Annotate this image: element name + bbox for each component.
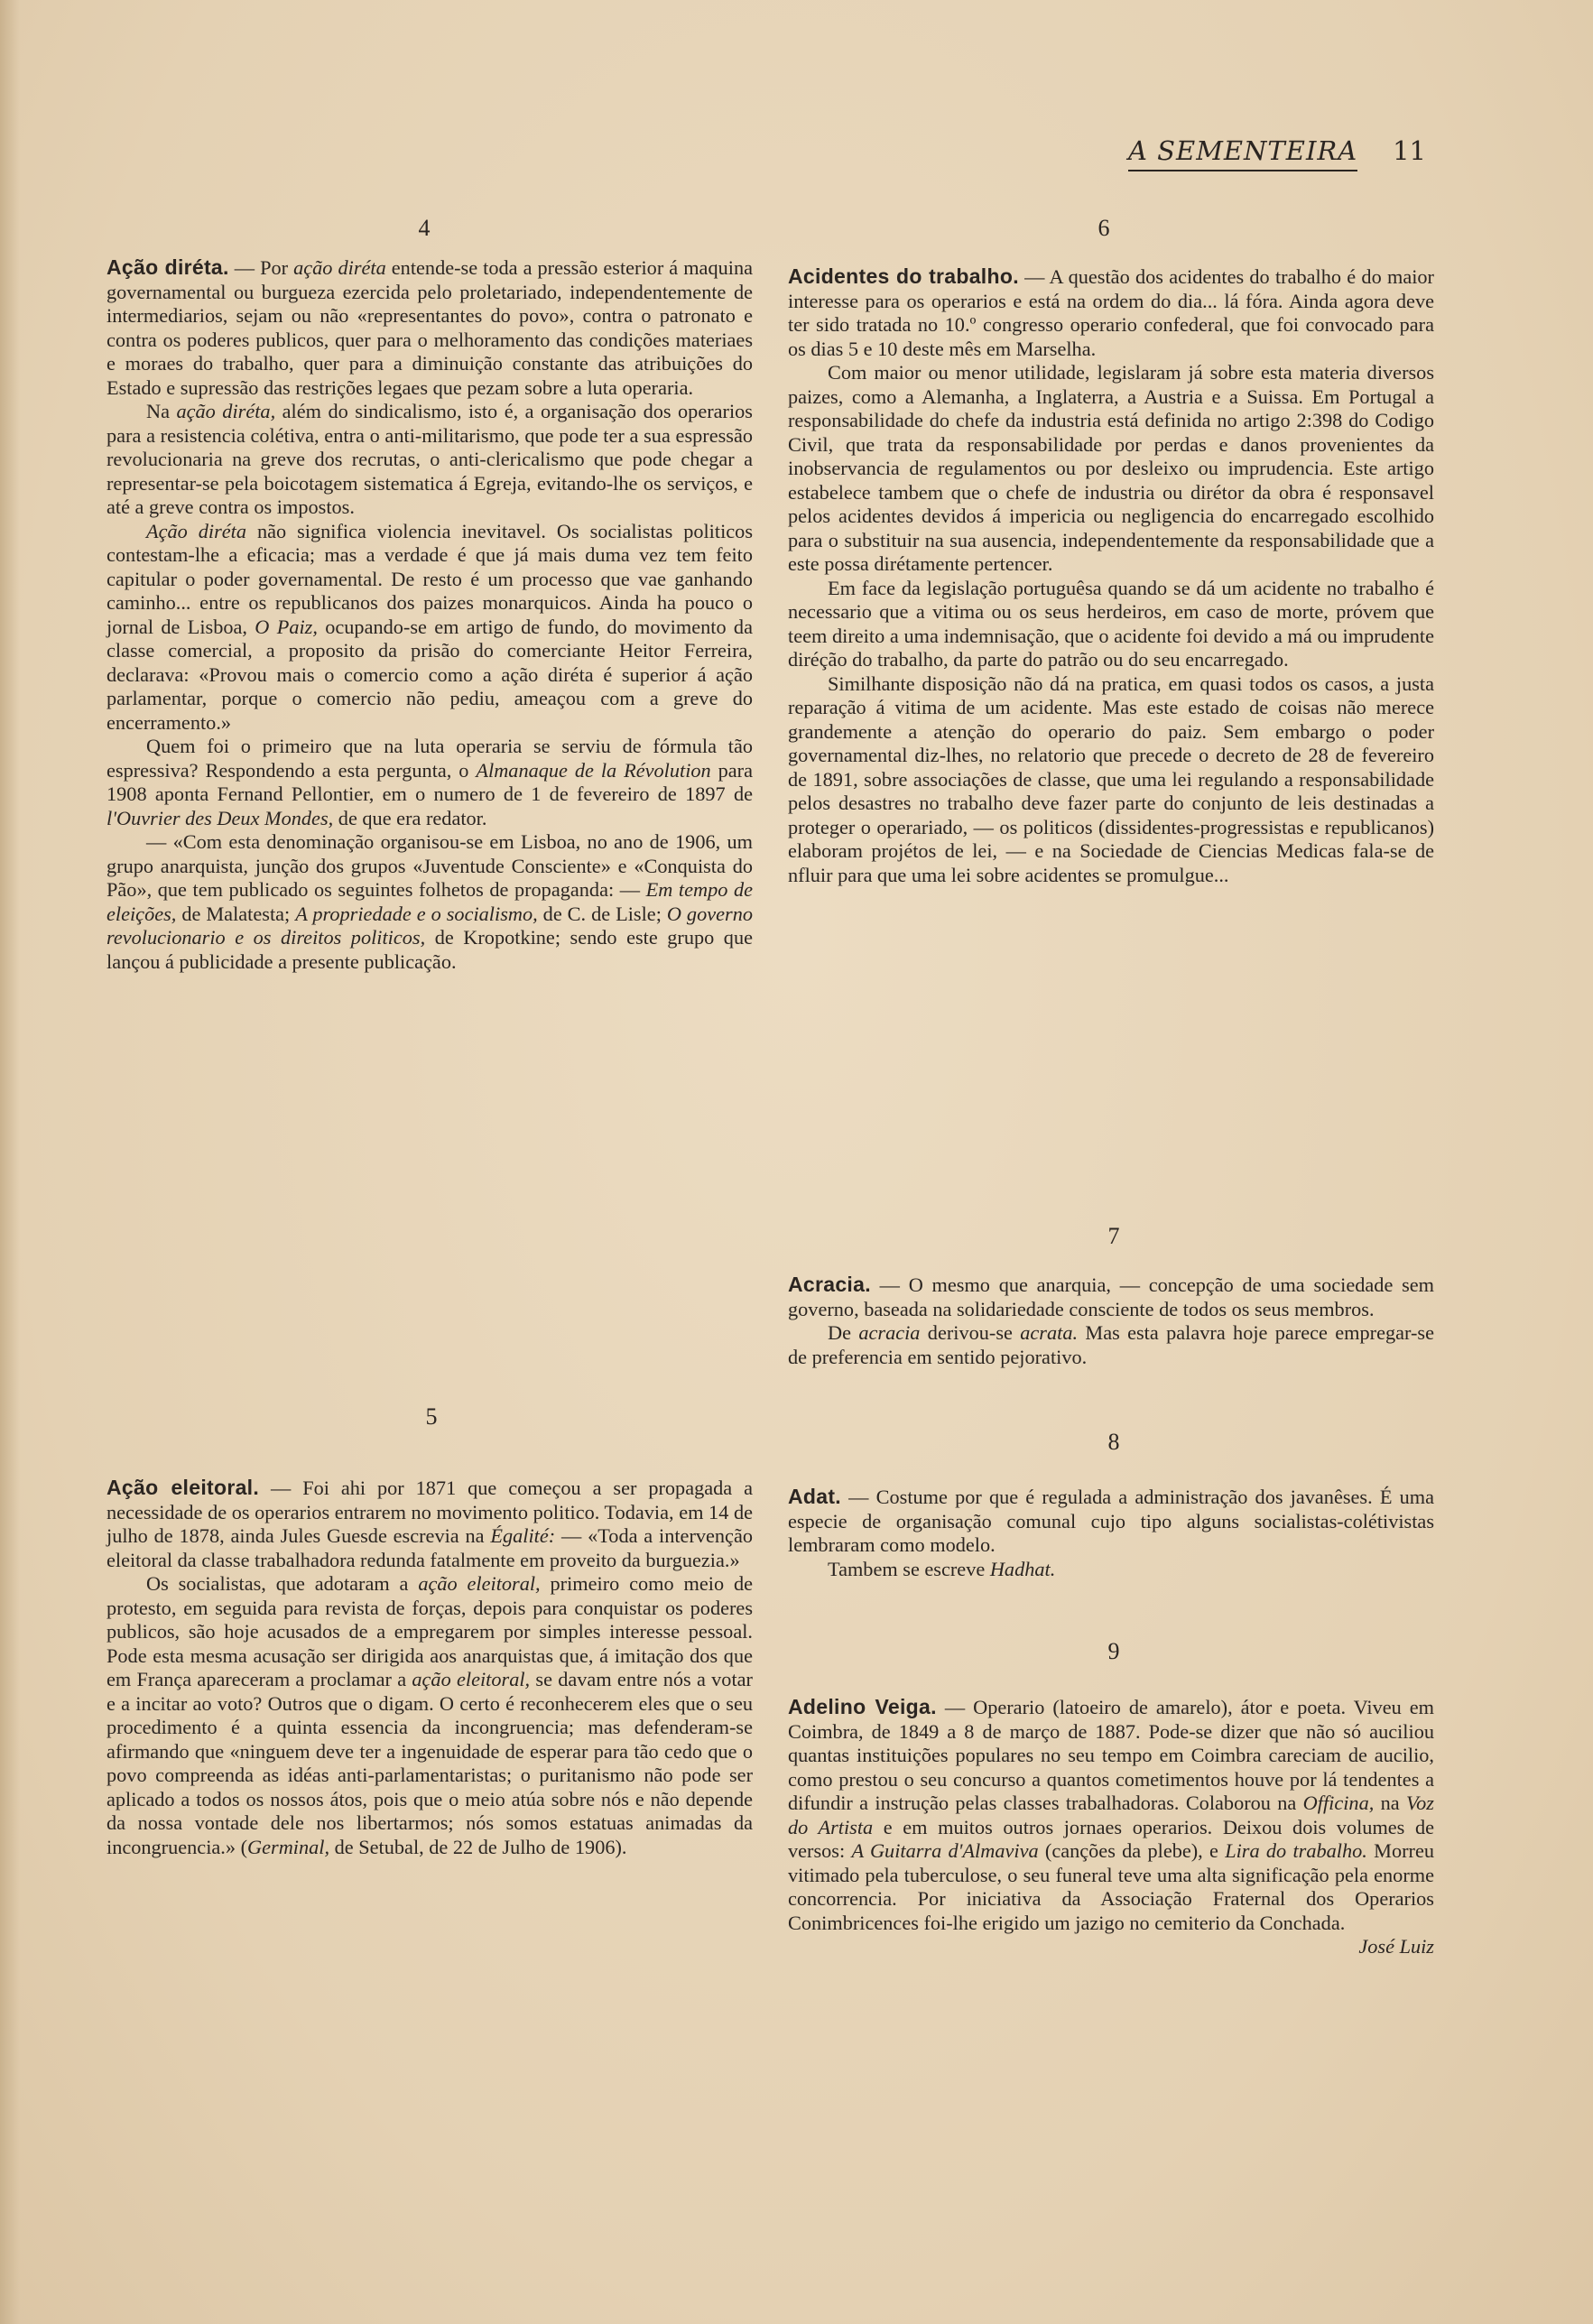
page-header [1119, 135, 1426, 177]
entry-paragraph [788, 1695, 1434, 1935]
body-text: Tambem se escreve [828, 1557, 990, 1580]
italic-text: Almanaque de la Révolution [476, 758, 711, 782]
body-paragraph [788, 1321, 1434, 1369]
italic-text: acracia [858, 1321, 921, 1344]
body-text: de C. de Lisle; [537, 902, 667, 925]
body-text: — Costume por que é regulada a administração dos javanêses. É uma especie de organisação comunal cujo tipo alguns socialistas-colétivistas lembraram como modelo. [788, 1486, 1435, 1556]
section-number: 4 [418, 215, 431, 241]
body-paragraph [788, 361, 1434, 577]
section-number: 7 [1107, 1223, 1120, 1249]
body-text: de Malatesta; [176, 902, 296, 925]
body-text: além do sindicalismo, isto é, a organisação dos operarios para a resistencia colétiva, entra o anti-militarismo, que pode ter a sua espressão revolucionaria na greve dos recrutas, o anti-clericalismo que pode chegar a representar-se pela boicotagem sistematica á Egreja, evitando-lhe os serviços, e até a greve contra os impostos. [107, 400, 753, 518]
body-text: derivou-se [920, 1321, 1021, 1344]
section-acracia [788, 1273, 1434, 1369]
body-text: — «Com esta denominação organisou-se em Lisboa, no ano de 1906, um grupo anarquista, junção dos grupos «Juventude Consciente» e «Conquista do Pão», que tem publicado os seguintes folhetos de propaganda: — [107, 830, 753, 901]
body-text: de Setubal, de 22 de Julho de 1906). [329, 1835, 627, 1858]
italic-text: Lira do trabalho. [1225, 1839, 1367, 1862]
body-text: e em muitos outros jornaes operarios. Deixou dois volumes de versos: [788, 1815, 1434, 1862]
body-text: Na [146, 400, 177, 422]
body-text: ocupando-se em artigo de fundo, do movimento da classe comercial, a proposito da prisão do comerciante Heitor Ferreira, declarava: «Provou mais o comercio como a ação diréta é superior á ação parlamentar, porque o comercio não pediu, ameaçou com a greve do encerramento.» [107, 615, 753, 734]
italic-text: Voz do Artista [788, 1792, 1434, 1838]
entry-term: Acracia. [788, 1273, 871, 1296]
publication-title: A SEMENTEIRA [1128, 135, 1357, 171]
italic-text: O Paiz, [255, 615, 318, 638]
section-adat [788, 1485, 1434, 1581]
entry-term: Ação diréta. [107, 255, 229, 279]
italic-text: acrata. [1020, 1321, 1079, 1344]
italic-text: A propriedade e o socialismo, [295, 902, 538, 925]
italic-text: l'Ouvrier des Deux Mondes, [107, 806, 334, 829]
body-text: (canções da plebe), e [1038, 1839, 1226, 1862]
body-text: De [828, 1321, 859, 1344]
signature-text: José Luiz [1358, 1935, 1434, 1958]
entry-paragraph [788, 264, 1434, 361]
section-number: 8 [1107, 1429, 1120, 1455]
body-text: Os socialistas, que adotaram a [146, 1572, 419, 1595]
body-paragraph [788, 672, 1434, 888]
body-paragraph [107, 735, 753, 830]
body-text: — A questão dos acidentes do trabalho é do maior interesse para os operarios e está na ordem do dia... lá fóra. Ainda agora deve ter sido tratada no 10.º congresso operario confederal, que foi convocado para os dias 5 e 10 deste mês em Marselha. [788, 265, 1434, 360]
entry-paragraph [107, 1476, 753, 1572]
section-acidentes-do-trabalho [788, 264, 1434, 887]
body-text: — O mesmo que anarquia, — concepção de uma sociedade sem governo, baseada na solidariedade consciente de todos os seus membros. [788, 1273, 1435, 1320]
entry-paragraph [788, 1273, 1434, 1321]
italic-text: Ação diréta [146, 519, 247, 542]
body-text: primeiro como meio de protesto, em seguida para revista de forças, depois para conquistar os poderes publicos, são hoje acusados de a empregarem por simples interesse pessoal. Pode esta mesma acusação ser dirigida aos anarquistas que, á imitação dos que em França apareceram a proclamar a [107, 1572, 753, 1690]
body-text: não significa violencia inevitavel. Os socialistas politicos contestam-lhe a eficacia; mas a verdade é que já mais duma vez tem feito capitular o poder governamental. De resto é um processo que vae ganhando caminho... entre os republicanos dos paizes monarquicos. Ainda ha pouco o jornal de Lisboa, [107, 519, 753, 638]
italic-text: A Guitarra d'Almaviva [851, 1839, 1039, 1862]
body-text: Morreu vitimado pela tuberculose, o seu funeral teve uma alta significação pela enorme concorrencia. Por iniciativa da Associação Fraternal dos Operarios Conimbricences foi-lhe erigido um jazigo no cemiterio da Conchada. [788, 1839, 1434, 1934]
section-number: 9 [1107, 1638, 1120, 1664]
entry-paragraph [788, 1485, 1434, 1558]
section-acao-direta [107, 255, 753, 974]
body-text: se davam entre nós a votar e a incitar ao voto? Outros que o digam. O certo é reconhecerem eles que o seu procedimento é a quinta essencia da incongruencia; mas defenderam-se afirmando que «ninguem deve ter a ingenuidade de esperar para tão cedo que o povo compreenda as idéas anti-parlamentaristas; o puritanismo não pode ser aplicado a todos os nossos átos, pois que o meio atúa sobre nós e não depende da nossa vontade dele nos libertarmos; nós somos estatuas animadas da incongruencia.» ( [107, 1668, 753, 1858]
body-text: — Operario (latoeiro de amarelo), átor e poeta. Viveu em Coimbra, de 1849 a 8 de março de 1887. Pode-se dizer que não só auciliou quantas instituições populares no seu tempo em Coimbra careciam de aucilio, como prestou o seu concurso a quantos cometimentos houve por lá tendentes a difundir a instrução pelas classes trabalhadoras. Colaborou na [788, 1696, 1435, 1814]
body-paragraph [788, 577, 1434, 672]
body-text: Quem foi o primeiro que na luta operaria se serviu de fórmula tão espressiva? Respondendo a esta pergunta, o [107, 735, 753, 782]
body-text: na [1374, 1792, 1406, 1814]
body-paragraph [788, 1558, 1434, 1582]
body-text: entende-se toda a pressão esterior á maquina governamental ou burgueza ezercida pelo proletariado, independentemente de intermediarios, sejam ou não «representantes do povo», contra o patronato e contra os poderes publicos, quer para o melhoramento das condições materiaes e moraes do trabalho, quer para a diminuição constante das atribuições do Estado e supressão das restrições legaes que pezam sobre a luta operaria. [107, 256, 753, 399]
body-paragraph [107, 400, 753, 520]
entry-term: Adat. [788, 1485, 841, 1508]
italic-text: ação eleitoral, [418, 1572, 541, 1595]
section-number: 5 [425, 1403, 438, 1430]
entry-term: Adelino Veiga. [788, 1695, 937, 1718]
italic-text: ação eleitoral, [412, 1668, 531, 1690]
italic-text: ação diréta, [176, 400, 276, 422]
body-text: Com maior ou menor utilidade, legislaram já sobre esta materia diversos paizes, como a Alemanha, a Inglaterra, a Austria e a Suissa. Em Portugal a responsabilidade do chefe da industria está definida no artigo 2:398 do Codigo Civil, que trata da responsabilidade por perdas e danos provenientes da inobservancia de regulamentos ou por desleixo ou imprudencia. Este artigo estabelece tambem que o chefe de industria ou dirétor da obra é responsavel pelos acidentes devidos á impericia ou negligencia do encarregado escolhido para o substituir na sua ausencia, independentemente da responsabilidade que a este possa dirétamente pertencer. [788, 361, 1434, 575]
italic-text: Égalité: [490, 1524, 556, 1547]
body-text: de que era redator. [333, 806, 487, 829]
section-adelino-veiga [788, 1695, 1434, 1959]
body-text: — Foi ahi por 1871 que começou a ser propagada a necessidade de os operarios entrarem no movimento politico. Todavia, em 14 de julho de 1878, ainda Jules Guesde escrevia na [107, 1477, 753, 1547]
body-text: — «Toda a intervenção eleitoral da classe trabalhadora redunda fatalmente em proveito da burguezia.» [107, 1524, 753, 1571]
italic-text: O governo revolucionario e os direitos politicos, [107, 902, 753, 949]
italic-text: Germinal, [247, 1835, 330, 1858]
italic-text: Officina, [1302, 1792, 1375, 1814]
body-paragraph [107, 830, 753, 974]
author-signature [788, 1935, 1434, 1959]
body-text: Mas esta palavra hoje parece empregar-se de preferencia em sentido pejorativo. [788, 1321, 1434, 1368]
entry-term: Ação eleitoral. [107, 1476, 260, 1499]
page-number: 11 [1393, 135, 1426, 166]
italic-text: Em tempo de eleições, [107, 878, 753, 925]
italic-text: Hadhat. [989, 1557, 1056, 1580]
body-text: — Por [234, 256, 294, 279]
body-text: para 1908 aponta Fernand Pellontier, em o numero de 1 de fevereiro de 1897 de [107, 758, 753, 805]
section-acao-eleitoral [107, 1476, 753, 1859]
body-paragraph [107, 520, 753, 736]
body-paragraph [107, 1572, 753, 1859]
body-text: Em face da legislação portuguêsa quando se dá um acidente no trabalho é necessario que a vitima ou os seus herdeiros, em caso de morte, próvem que teem direito a uma indemnisação, que o acidente foi devido a má ou imprudente diréção do trabalho, da parte do patrão ou do seu encarregado. [788, 576, 1434, 671]
italic-text: ação diréta [293, 256, 386, 279]
page-edge-shadow [0, 0, 20, 2324]
entry-term: Acidentes do trabalho. [788, 264, 1019, 288]
section-number: 6 [1098, 215, 1110, 241]
body-text: de Kropotkine; sendo este grupo que lançou á publicidade a presente publicação. [107, 926, 754, 973]
body-text: Similhante disposição não dá na pratica, em quasi todos os casos, a justa reparação á vitima de um acidente. Mas este estado de coisas não merece grandemente a atenção do operario do paiz. Sem embargo o poder governamental diz-lhes, no relatorio que precede o decreto de 28 de fevereiro de 1891, sobre associações de classe, que uma lei regulando a responsabilidade pelos desastres no trabalho deve fazer parte do conjunto de leis destinadas a proteger o operariado, — os politicos (dissidentes-progressistas e republicanos) elaboram projétos de lei, — e na Sociedade de Ciencias Medicas fala-se de nfluir para que uma lei sobre acidentes se promulgue... [788, 671, 1434, 886]
entry-paragraph [107, 255, 753, 400]
